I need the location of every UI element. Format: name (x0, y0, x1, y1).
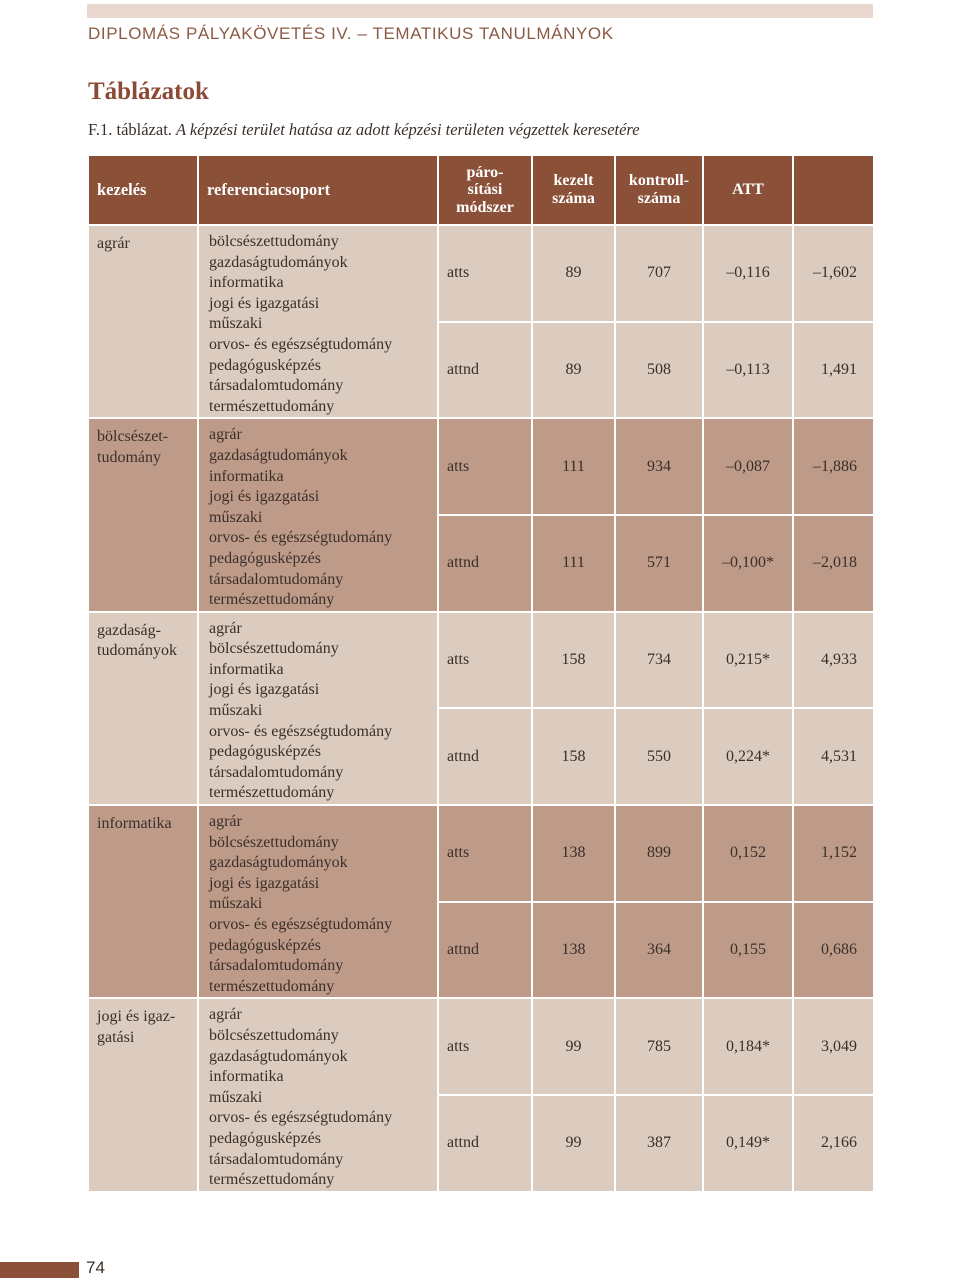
reference-item: bölcsészettudomány (209, 640, 339, 658)
reference-item: agrár (209, 619, 242, 637)
control-count-cell: 571 (615, 515, 703, 612)
header-treated-line: kezelt (553, 172, 594, 190)
method-cell: attnd (438, 1095, 532, 1192)
reference-item: pedagógusképzés (209, 549, 321, 567)
header-reference: referenciacsoport (198, 155, 438, 225)
page-number: 74 (86, 1258, 105, 1277)
reference-item: természettudomány (209, 784, 335, 802)
table-header-row (88, 155, 874, 225)
reference-item: műszaki (209, 702, 263, 720)
treated-count-cell: 138 (532, 805, 615, 902)
reference-item: pedagógusképzés (209, 936, 321, 954)
reference-item: orvos- és egészségtudomány (209, 1109, 393, 1127)
method-cell: atts (438, 225, 532, 322)
reference-cell (198, 805, 438, 998)
reference-item: műszaki (209, 315, 263, 333)
att-coefficient-cell: 0,184* (703, 998, 793, 1095)
att-stat-cell: –1,602 (793, 225, 874, 322)
treatment-cell (88, 612, 198, 805)
method-cell: atts (438, 805, 532, 902)
reference-item: társadalomtudomány (209, 377, 344, 395)
treatment-label: agrár (97, 235, 130, 252)
treatment-label: tudományok (97, 642, 177, 660)
treatment-cell (88, 998, 198, 1191)
table-row (88, 418, 874, 515)
reference-item: társadalomtudomány (209, 763, 344, 781)
table-row (88, 225, 874, 322)
reference-cell (198, 998, 438, 1191)
att-coefficient-cell: –0,100* (703, 515, 793, 612)
att-coefficient-cell: 0,155 (703, 902, 793, 999)
header-blank (793, 155, 874, 225)
reference-item: természettudomány (209, 397, 335, 415)
header-treatment: kezelés (88, 155, 198, 225)
reference-item: orvos- és egészségtudomány (209, 916, 393, 933)
treated-count-cell: 111 (532, 418, 615, 515)
reference-item: természettudomány (209, 1171, 335, 1189)
control-count-cell: 899 (615, 805, 703, 902)
treated-count-cell: 89 (532, 225, 615, 322)
treated-count-cell: 138 (532, 902, 615, 999)
att-stat-cell: 1,491 (793, 322, 874, 419)
reference-item: gazdaságtudományok (209, 854, 348, 872)
reference-item: természettudomány (209, 977, 335, 995)
header-method (438, 155, 532, 225)
att-coefficient-cell: 0,149* (703, 1095, 793, 1192)
header-method-line: módszer (456, 198, 514, 216)
reference-item: gazdaságtudományok (209, 1047, 348, 1065)
method-cell: attnd (438, 322, 532, 419)
control-count-cell: 387 (615, 1095, 703, 1192)
table-row (88, 998, 874, 1095)
footer-bar (0, 1262, 79, 1278)
reference-item: bölcsészettudomány (209, 233, 339, 250)
caption-text: A képzési terület hatása az adott képzési területen végzettek keresetére (176, 120, 640, 139)
control-count-cell: 508 (615, 322, 703, 419)
treated-count-cell: 158 (532, 612, 615, 709)
control-count-cell: 734 (615, 612, 703, 709)
reference-item: orvos- és egészségtudomány (209, 529, 393, 547)
header-method-line: sítási (467, 181, 503, 199)
running-head: DIPLOMÁS PÁLYAKÖVETÉS IV. – TEMATIKUS TANULMÁNYOK (88, 24, 614, 43)
header-control-line: kontroll- (628, 172, 690, 190)
header-control-line: száma (637, 190, 681, 207)
treatment-label: gazdaság- (97, 621, 161, 639)
reference-item: természettudomány (209, 591, 335, 609)
control-count-cell: 550 (615, 708, 703, 805)
treated-count-cell: 111 (532, 515, 615, 612)
reference-item: műszaki (209, 895, 263, 913)
treatment-cell (88, 225, 198, 418)
header-control (615, 155, 703, 225)
att-coefficient-cell: –0,113 (703, 322, 793, 419)
control-count-cell: 707 (615, 225, 703, 322)
reference-item: orvos- és egészségtudomány (209, 722, 393, 740)
header-att: ATT (703, 155, 793, 225)
reference-item: informatika (209, 274, 284, 292)
method-cell: atts (438, 998, 532, 1095)
reference-item: agrár (209, 426, 242, 444)
treatment-label: bölcsészet- (97, 428, 169, 446)
reference-item: informatika (209, 660, 284, 678)
att-stat-cell: 0,686 (793, 902, 874, 999)
table-body (88, 225, 874, 1192)
treated-count-cell: 158 (532, 708, 615, 805)
reference-item: társadalomtudomány (209, 1150, 344, 1168)
table-caption (88, 120, 640, 140)
att-stat-cell: 3,049 (793, 998, 874, 1095)
att-stat-cell: –1,886 (793, 418, 874, 515)
reference-item: jogi és igazgatási (209, 874, 320, 892)
reference-item: agrár (209, 813, 242, 831)
table-row (88, 612, 874, 709)
control-count-cell: 785 (615, 998, 703, 1095)
reference-item: agrár (209, 1006, 242, 1024)
att-coefficient-cell: –0,116 (703, 225, 793, 322)
att-coefficient-cell: 0,152 (703, 805, 793, 902)
treatment-label: informatika (97, 815, 172, 833)
reference-item: informatika (209, 467, 284, 485)
header-method-line: páro- (466, 163, 504, 181)
treatment-label: tudomány (97, 449, 161, 467)
att-coefficient-cell: 0,215* (703, 612, 793, 709)
att-stat-cell: 4,531 (793, 708, 874, 805)
method-cell: atts (438, 612, 532, 709)
reference-item: pedagógusképzés (209, 356, 321, 374)
reference-item: műszaki (209, 508, 263, 526)
reference-item: pedagógusképzés (209, 1129, 321, 1147)
reference-item: műszaki (209, 1088, 263, 1106)
method-cell: attnd (438, 515, 532, 612)
top-rule (87, 4, 873, 18)
table-row (88, 805, 874, 902)
reference-cell (198, 612, 438, 805)
caption-lead: F.1. táblázat. (88, 120, 172, 139)
att-stat-cell: –2,018 (793, 515, 874, 612)
reference-item: bölcsészettudomány (209, 1026, 339, 1044)
reference-item: társadalomtudomány (209, 570, 344, 588)
method-cell: attnd (438, 902, 532, 999)
section-title: Táblázatok (88, 78, 209, 105)
reference-item: társadalomtudomány (209, 957, 344, 975)
treatment-cell (88, 805, 198, 998)
results-table (87, 154, 875, 1193)
treatment-label: jogi és igaz- (97, 1008, 176, 1026)
reference-cell (198, 225, 438, 418)
att-coefficient-cell: 0,224* (703, 708, 793, 805)
treated-count-cell: 99 (532, 998, 615, 1095)
reference-item: informatika (209, 1068, 284, 1086)
reference-item: bölcsészettudomány (209, 833, 339, 851)
treatment-label: gatási (97, 1029, 135, 1047)
method-cell: atts (438, 418, 532, 515)
treated-count-cell: 99 (532, 1095, 615, 1192)
treated-count-cell: 89 (532, 322, 615, 419)
reference-item: jogi és igazgatási (209, 488, 320, 506)
reference-item: pedagógusképzés (209, 743, 321, 761)
control-count-cell: 934 (615, 418, 703, 515)
att-stat-cell: 4,933 (793, 612, 874, 709)
reference-item: gazdaságtudományok (209, 253, 348, 271)
reference-item: orvos- és egészségtudomány (209, 335, 393, 353)
header-treated (532, 155, 615, 225)
att-stat-cell: 2,166 (793, 1095, 874, 1192)
att-coefficient-cell: –0,087 (703, 418, 793, 515)
control-count-cell: 364 (615, 902, 703, 999)
reference-item: jogi és igazgatási (209, 294, 320, 312)
header-treated-line: száma (552, 190, 595, 207)
reference-item: jogi és igazgatási (209, 681, 320, 699)
att-stat-cell: 1,152 (793, 805, 874, 902)
method-cell: attnd (438, 708, 532, 805)
reference-item: gazdaságtudományok (209, 446, 348, 464)
reference-cell (198, 418, 438, 611)
treatment-cell (88, 418, 198, 611)
